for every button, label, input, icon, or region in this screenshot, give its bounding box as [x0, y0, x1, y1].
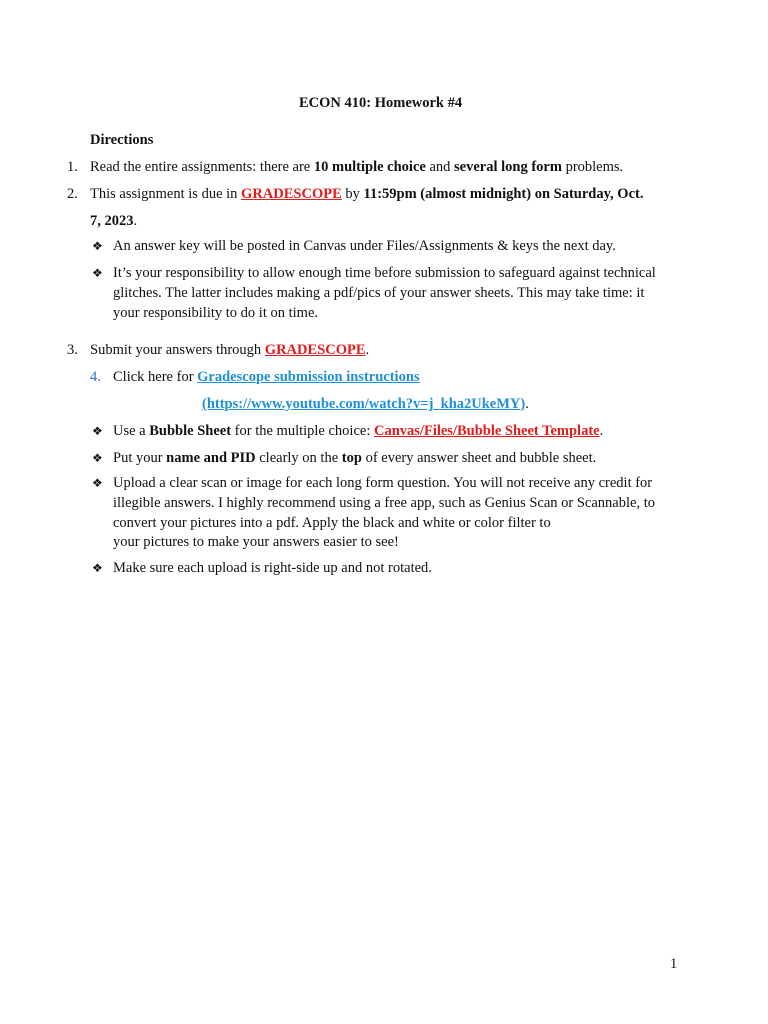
- list-item-3: [90, 340, 369, 360]
- bullet-diamond-icon: ❖: [92, 266, 103, 280]
- bullet-bubble-sheet: [113, 421, 603, 441]
- bullet-diamond-icon: ❖: [92, 561, 103, 575]
- bubble-sheet-template-link[interactable]: Canvas/Files/Bubble Sheet Template: [374, 423, 600, 439]
- bullet-text: Put your: [113, 450, 167, 466]
- top-term: top: [341, 450, 362, 466]
- bubble-sheet-term: Bubble Sheet: [149, 423, 232, 439]
- gradescope-link[interactable]: GRADESCOPE: [241, 186, 342, 202]
- bullet-diamond-icon: ❖: [92, 239, 103, 253]
- list-item-4-url-line: [202, 394, 529, 414]
- due-date-year: 7, 2023: [90, 213, 134, 229]
- list-item-1-text: Read the entire assignments: there are: [90, 159, 314, 175]
- bullet-text: of every answer sheet and bubble sheet.: [361, 450, 597, 466]
- page-number: 1: [670, 956, 678, 972]
- bullet-answer-key: An answer key will be posted in Canvas under Files/Assignments & keys the next day.: [113, 238, 616, 254]
- bullet-text: .: [599, 423, 604, 439]
- bullet-upload-line-2: illegible answers. I highly recommend using a free app, such as Genius Scan or Scannable, to: [113, 495, 655, 511]
- list-item-2-text: This assignment is due in: [90, 186, 242, 202]
- bullet-diamond-icon: ❖: [92, 476, 103, 490]
- gradescope-link[interactable]: GRADESCOPE: [264, 342, 366, 358]
- bullet-upload-line-1: Upload a clear scan or image for each long form question. You will not receive any credit for: [113, 475, 653, 491]
- bullet-diamond-icon: ❖: [92, 424, 103, 438]
- bullet-text: for the multiple choice:: [231, 423, 374, 439]
- bullet-diamond-icon: ❖: [92, 451, 103, 465]
- bullet-text: clearly on the: [255, 450, 342, 466]
- directions-heading: Directions: [90, 132, 154, 148]
- bullet-responsibility-line-2: glitches. The latter includes making a pdf/pics of your answer sheets. This may take time: it: [113, 285, 645, 301]
- youtube-url-link[interactable]: (https://www.youtube.com/watch?v=j_kha2UkeMY): [202, 396, 526, 412]
- list-item-3-text: Submit your answers through: [90, 342, 265, 358]
- gradescope-instructions-link[interactable]: Gradescope submission instructions: [197, 369, 420, 385]
- list-item-2-text: .: [133, 213, 138, 229]
- multiple-choice-count: 10 multiple choice: [313, 159, 426, 175]
- document-title: ECON 410: Homework #4: [299, 95, 463, 111]
- list-item-2: [90, 184, 643, 204]
- due-date: 11:59pm (almost midnight) on Saturday, Oct.: [363, 186, 644, 202]
- list-item-4: [113, 367, 420, 387]
- bullet-text: Use a: [113, 423, 150, 439]
- list-number-2: 2.: [67, 186, 78, 202]
- bullet-responsibility-line-3: your responsibility to do it on time.: [113, 305, 319, 321]
- list-number-3: 3.: [67, 342, 78, 358]
- list-number-4: 4.: [90, 369, 101, 385]
- list-item-1: [90, 157, 623, 177]
- bullet-upload-line-4: your pictures to make your answers easier to see!: [113, 534, 399, 550]
- bullet-name-pid: [113, 448, 596, 468]
- list-item-4-text: .: [525, 396, 529, 412]
- list-item-1-text: problems.: [561, 159, 624, 175]
- list-number-1: 1.: [67, 159, 78, 175]
- list-item-2-continued: [90, 211, 137, 231]
- bullet-upload-orientation: Make sure each upload is right-side up and not rotated.: [113, 560, 432, 576]
- name-pid-term: name and PID: [166, 450, 256, 466]
- list-item-2-text: by: [341, 186, 364, 202]
- bullet-upload-line-3: convert your pictures into a pdf. Apply the black and white or color filter to: [113, 515, 551, 531]
- list-item-1-text: and: [425, 159, 455, 175]
- list-item-3-text: .: [365, 342, 370, 358]
- list-item-4-text: Click here for: [113, 369, 198, 385]
- bullet-responsibility-line-1: It’s your responsibility to allow enough time before submission to safeguard against technical: [113, 265, 656, 281]
- long-form-count: several long form: [454, 159, 562, 175]
